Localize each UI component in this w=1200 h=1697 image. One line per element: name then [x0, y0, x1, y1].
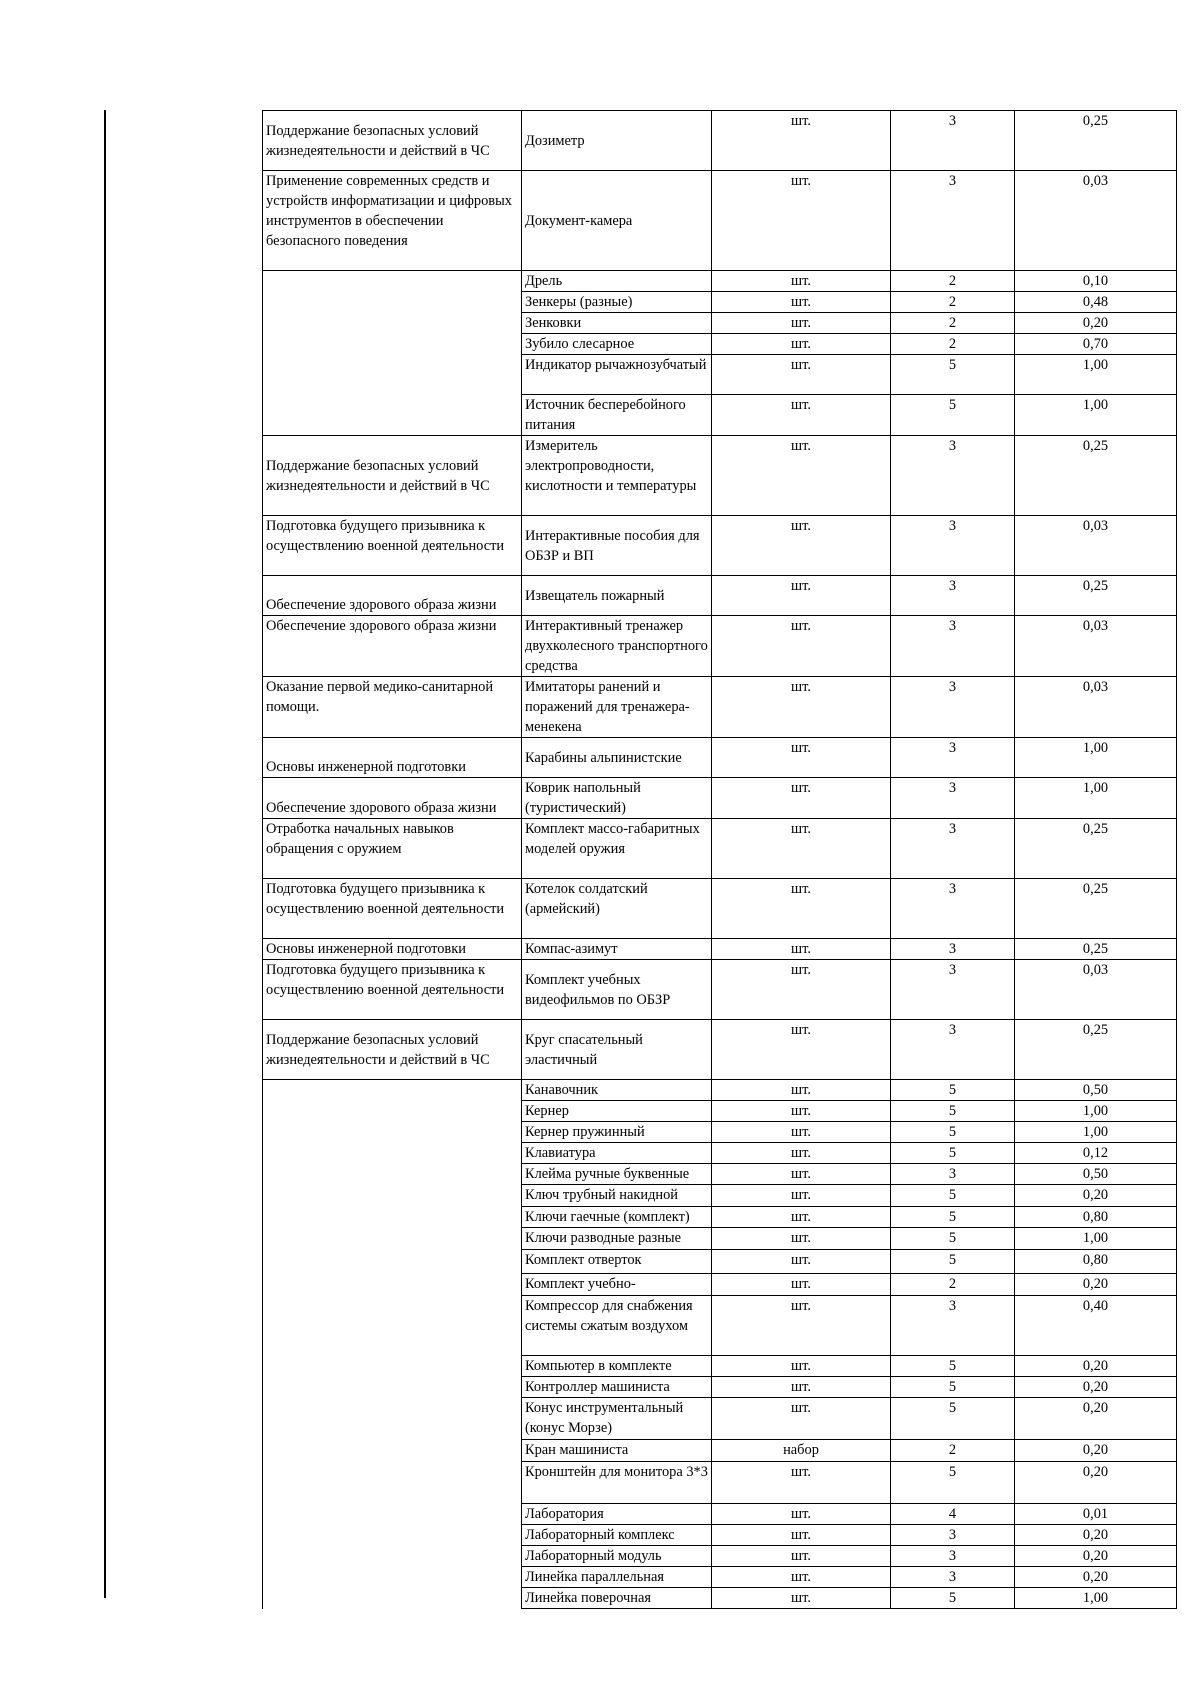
unit-cell: шт. [712, 1250, 891, 1274]
quantity-cell: 5 [891, 1228, 1015, 1250]
item-name-cell: Лабораторный модуль [522, 1546, 712, 1567]
area-cell [263, 1398, 522, 1440]
unit-cell: шт. [712, 1143, 891, 1164]
unit-cell: шт. [712, 1122, 891, 1143]
area-cell: Основы инженерной подготовки [263, 738, 522, 778]
ratio-cell: 0,70 [1015, 334, 1177, 355]
ratio-cell: 1,00 [1015, 1122, 1177, 1143]
area-cell [263, 1164, 522, 1185]
equipment-table-body [263, 111, 1177, 1609]
ratio-cell: 0,80 [1015, 1250, 1177, 1274]
item-name-cell: Котелок солдатский (армейский) [522, 879, 712, 939]
unit-cell: шт. [712, 1546, 891, 1567]
unit-cell: шт. [712, 616, 891, 677]
unit-cell: шт. [712, 334, 891, 355]
item-name-cell: Комплект массо-габаритных моделей оружия [522, 819, 712, 879]
ratio-cell: 0,03 [1015, 960, 1177, 1020]
ratio-cell: 0,20 [1015, 1398, 1177, 1440]
area-cell [263, 1101, 522, 1122]
item-name-cell: Измеритель электропроводности, кислотности и температуры [522, 436, 712, 516]
item-name-cell: Интерактивные пособия для ОБЗР и ВП [522, 516, 712, 576]
unit-cell: шт. [712, 516, 891, 576]
unit-cell: шт. [712, 677, 891, 738]
unit-cell: шт. [712, 1185, 891, 1207]
table-row [263, 1356, 1177, 1377]
area-cell [263, 292, 522, 313]
quantity-cell: 5 [891, 355, 1015, 395]
unit-cell: шт. [712, 292, 891, 313]
item-name-cell: Комплект учебно- [522, 1274, 712, 1296]
ratio-cell: 0,25 [1015, 576, 1177, 616]
table-row [263, 171, 1177, 271]
quantity-cell: 3 [891, 778, 1015, 819]
unit-cell: шт. [712, 436, 891, 516]
ratio-cell: 0,20 [1015, 1185, 1177, 1207]
item-name-cell: Источник бесперебойного питания [522, 395, 712, 436]
area-cell [263, 1228, 522, 1250]
item-name-cell: Лаборатория [522, 1504, 712, 1525]
area-cell: Основы инженерной подготовки [263, 939, 522, 960]
table-row [263, 616, 1177, 677]
item-name-cell: Карабины альпинистские [522, 738, 712, 778]
area-cell [263, 1274, 522, 1296]
unit-cell: шт. [712, 355, 891, 395]
unit-cell: шт. [712, 313, 891, 334]
item-name-cell: Коврик напольный (туристический) [522, 778, 712, 819]
quantity-cell: 3 [891, 1546, 1015, 1567]
unit-cell: шт. [712, 1164, 891, 1185]
quantity-cell: 5 [891, 1207, 1015, 1228]
ratio-cell: 0,20 [1015, 1274, 1177, 1296]
quantity-cell: 2 [891, 271, 1015, 292]
unit-cell: шт. [712, 395, 891, 436]
table-row [263, 1504, 1177, 1525]
quantity-cell: 4 [891, 1504, 1015, 1525]
ratio-cell: 0,25 [1015, 939, 1177, 960]
quantity-cell: 5 [891, 1101, 1015, 1122]
table-row [263, 819, 1177, 879]
table-row [263, 271, 1177, 292]
unit-cell: шт. [712, 1525, 891, 1546]
area-cell [263, 1525, 522, 1546]
table-row [263, 1228, 1177, 1250]
area-cell: Обеспечение здорового образа жизни [263, 576, 522, 616]
ratio-cell: 0,25 [1015, 879, 1177, 939]
item-name-cell: Линейка поверочная [522, 1588, 712, 1609]
item-name-cell: Зенкеры (разные) [522, 292, 712, 313]
item-name-cell: Канавочник [522, 1080, 712, 1101]
item-name-cell: Ключ трубный накидной [522, 1185, 712, 1207]
table-row [263, 1080, 1177, 1101]
table-row [263, 1143, 1177, 1164]
area-cell [263, 355, 522, 395]
quantity-cell: 5 [891, 1143, 1015, 1164]
unit-cell: шт. [712, 778, 891, 819]
quantity-cell: 5 [891, 1185, 1015, 1207]
quantity-cell: 2 [891, 334, 1015, 355]
item-name-cell: Извещатель пожарный [522, 576, 712, 616]
item-name-cell: Клейма ручные буквенные [522, 1164, 712, 1185]
unit-cell: шт. [712, 1101, 891, 1122]
ratio-cell: 0,03 [1015, 171, 1177, 271]
unit-cell: шт. [712, 1356, 891, 1377]
quantity-cell: 3 [891, 939, 1015, 960]
table-row [263, 334, 1177, 355]
area-cell [263, 1567, 522, 1588]
item-name-cell: Круг спасательный эластичный [522, 1020, 712, 1080]
ratio-cell: 0,25 [1015, 819, 1177, 879]
unit-cell: шт. [712, 111, 891, 171]
unit-cell: шт. [712, 1274, 891, 1296]
item-name-cell: Компьютер в комплекте [522, 1356, 712, 1377]
item-name-cell: Контроллер машиниста [522, 1377, 712, 1398]
unit-cell: шт. [712, 738, 891, 778]
area-cell [263, 1356, 522, 1377]
quantity-cell: 5 [891, 1398, 1015, 1440]
quantity-cell: 5 [891, 1122, 1015, 1143]
ratio-cell: 0,20 [1015, 313, 1177, 334]
quantity-cell: 2 [891, 1274, 1015, 1296]
area-cell: Поддержание безопасных условий жизнедеятельности и действий в ЧС [263, 111, 522, 171]
unit-cell: шт. [712, 1567, 891, 1588]
area-cell [263, 1080, 522, 1101]
ratio-cell: 0,20 [1015, 1567, 1177, 1588]
item-name-cell: Клавиатура [522, 1143, 712, 1164]
area-cell [263, 1122, 522, 1143]
unit-cell: шт. [712, 1228, 891, 1250]
ratio-cell: 0,25 [1015, 111, 1177, 171]
table-row [263, 395, 1177, 436]
item-name-cell: Зенковки [522, 313, 712, 334]
ratio-cell: 0,20 [1015, 1377, 1177, 1398]
area-cell [263, 1185, 522, 1207]
area-cell: Обеспечение здорового образа жизни [263, 616, 522, 677]
table-row [263, 1567, 1177, 1588]
table-row [263, 313, 1177, 334]
unit-cell: набор [712, 1440, 891, 1462]
table-row [263, 1101, 1177, 1122]
item-name-cell: Кронштейн для монитора 3*3 [522, 1462, 712, 1504]
ratio-cell: 0,20 [1015, 1546, 1177, 1567]
item-name-cell: Ключи разводные разные [522, 1228, 712, 1250]
area-cell: Поддержание безопасных условий жизнедеятельности и действий в ЧС [263, 436, 522, 516]
table-row [263, 1185, 1177, 1207]
quantity-cell: 5 [891, 1588, 1015, 1609]
item-name-cell: Лабораторный комплекс [522, 1525, 712, 1546]
item-name-cell: Комплект отверток [522, 1250, 712, 1274]
equipment-table [262, 110, 1177, 1609]
area-cell [263, 1440, 522, 1462]
quantity-cell: 3 [891, 1525, 1015, 1546]
unit-cell: шт. [712, 939, 891, 960]
item-name-cell: Ключи гаечные (комплект) [522, 1207, 712, 1228]
table-row [263, 1588, 1177, 1609]
table-row [263, 1020, 1177, 1080]
item-name-cell: Конус инструментальный (конус Морзе) [522, 1398, 712, 1440]
area-cell: Применение современных средств и устройств информатизации и цифровых инструментов в обеспечении безопасного поведения [263, 171, 522, 271]
quantity-cell: 3 [891, 111, 1015, 171]
ratio-cell: 0,03 [1015, 616, 1177, 677]
area-cell [263, 1546, 522, 1567]
ratio-cell: 0,20 [1015, 1462, 1177, 1504]
quantity-cell: 2 [891, 313, 1015, 334]
unit-cell: шт. [712, 1296, 891, 1356]
table-row [263, 1274, 1177, 1296]
item-name-cell: Дозиметр [522, 111, 712, 171]
unit-cell: шт. [712, 960, 891, 1020]
item-name-cell: Интерактивный тренажер двухколесного транспортного средства [522, 616, 712, 677]
area-cell: Оказание первой медико-санитарной помощи. [263, 677, 522, 738]
ratio-cell: 1,00 [1015, 395, 1177, 436]
ratio-cell: 0,03 [1015, 677, 1177, 738]
table-row [263, 677, 1177, 738]
item-name-cell: Комплект учебных видеофильмов по ОБЗР [522, 960, 712, 1020]
item-name-cell: Кран машиниста [522, 1440, 712, 1462]
quantity-cell: 2 [891, 292, 1015, 313]
unit-cell: шт. [712, 1377, 891, 1398]
area-cell: Подготовка будущего призывника к осуществлению военной деятельности [263, 879, 522, 939]
area-cell: Обеспечение здорового образа жизни [263, 778, 522, 819]
ratio-cell: 1,00 [1015, 355, 1177, 395]
ratio-cell: 1,00 [1015, 1101, 1177, 1122]
unit-cell: шт. [712, 1504, 891, 1525]
area-cell [263, 395, 522, 436]
unit-cell: шт. [712, 1020, 891, 1080]
item-name-cell: Линейка параллельная [522, 1567, 712, 1588]
area-cell: Отработка начальных навыков обращения с оружием [263, 819, 522, 879]
quantity-cell: 3 [891, 436, 1015, 516]
ratio-cell: 0,20 [1015, 1525, 1177, 1546]
quantity-cell: 3 [891, 960, 1015, 1020]
margin-rule [104, 110, 106, 1598]
item-name-cell: Индикатор рычажнозубчатый [522, 355, 712, 395]
area-cell [263, 1143, 522, 1164]
area-cell [263, 1504, 522, 1525]
table-row [263, 1207, 1177, 1228]
area-cell: Подготовка будущего призывника к осуществлению военной деятельности [263, 516, 522, 576]
table-row [263, 1164, 1177, 1185]
ratio-cell: 0,80 [1015, 1207, 1177, 1228]
ratio-cell: 0,50 [1015, 1164, 1177, 1185]
table-row [263, 738, 1177, 778]
quantity-cell: 3 [891, 576, 1015, 616]
table-row [263, 576, 1177, 616]
quantity-cell: 5 [891, 1356, 1015, 1377]
unit-cell: шт. [712, 1462, 891, 1504]
unit-cell: шт. [712, 1080, 891, 1101]
quantity-cell: 3 [891, 819, 1015, 879]
table-row [263, 111, 1177, 171]
area-cell [263, 1377, 522, 1398]
table-row [263, 355, 1177, 395]
item-name-cell: Имитаторы ранений и поражений для тренажера-менекена [522, 677, 712, 738]
unit-cell: шт. [712, 271, 891, 292]
area-cell [263, 1462, 522, 1504]
table-row [263, 1398, 1177, 1440]
ratio-cell: 1,00 [1015, 778, 1177, 819]
unit-cell: шт. [712, 576, 891, 616]
table-row [263, 1462, 1177, 1504]
table-row [263, 879, 1177, 939]
table-row [263, 1377, 1177, 1398]
quantity-cell: 3 [891, 171, 1015, 271]
ratio-cell: 1,00 [1015, 738, 1177, 778]
quantity-cell: 3 [891, 677, 1015, 738]
unit-cell: шт. [712, 819, 891, 879]
unit-cell: шт. [712, 1398, 891, 1440]
item-name-cell: Документ-камера [522, 171, 712, 271]
quantity-cell: 3 [891, 1567, 1015, 1588]
item-name-cell: Кернер пружинный [522, 1122, 712, 1143]
ratio-cell: 1,00 [1015, 1228, 1177, 1250]
area-cell [263, 1588, 522, 1609]
ratio-cell: 0,01 [1015, 1504, 1177, 1525]
ratio-cell: 1,00 [1015, 1588, 1177, 1609]
ratio-cell: 0,25 [1015, 436, 1177, 516]
table-row [263, 778, 1177, 819]
table-row [263, 436, 1177, 516]
table-row [263, 292, 1177, 313]
area-cell: Поддержание безопасных условий жизнедеятельности и действий в ЧС [263, 1020, 522, 1080]
item-name-cell: Компас-азимут [522, 939, 712, 960]
ratio-cell: 0,50 [1015, 1080, 1177, 1101]
unit-cell: шт. [712, 1207, 891, 1228]
table-row [263, 516, 1177, 576]
item-name-cell: Компрессор для снабжения системы сжатым воздухом [522, 1296, 712, 1356]
table-row [263, 1525, 1177, 1546]
ratio-cell: 0,10 [1015, 271, 1177, 292]
quantity-cell: 3 [891, 616, 1015, 677]
quantity-cell: 5 [891, 1462, 1015, 1504]
quantity-cell: 2 [891, 1440, 1015, 1462]
ratio-cell: 0,25 [1015, 1020, 1177, 1080]
area-cell [263, 1296, 522, 1356]
unit-cell: шт. [712, 171, 891, 271]
table-row [263, 1440, 1177, 1462]
area-cell [263, 1207, 522, 1228]
quantity-cell: 5 [891, 1080, 1015, 1101]
quantity-cell: 3 [891, 738, 1015, 778]
quantity-cell: 5 [891, 1377, 1015, 1398]
area-cell [263, 271, 522, 292]
quantity-cell: 3 [891, 1164, 1015, 1185]
quantity-cell: 3 [891, 879, 1015, 939]
quantity-cell: 5 [891, 1250, 1015, 1274]
area-cell: Подготовка будущего призывника к осуществлению военной деятельности [263, 960, 522, 1020]
quantity-cell: 5 [891, 395, 1015, 436]
ratio-cell: 0,03 [1015, 516, 1177, 576]
area-cell [263, 334, 522, 355]
table-row [263, 1122, 1177, 1143]
table-row [263, 960, 1177, 1020]
table-row [263, 1250, 1177, 1274]
quantity-cell: 3 [891, 1296, 1015, 1356]
table-row [263, 1546, 1177, 1567]
unit-cell: шт. [712, 879, 891, 939]
table-row [263, 939, 1177, 960]
unit-cell: шт. [712, 1588, 891, 1609]
table-row [263, 1296, 1177, 1356]
ratio-cell: 0,20 [1015, 1440, 1177, 1462]
area-cell [263, 313, 522, 334]
area-cell [263, 1250, 522, 1274]
quantity-cell: 3 [891, 1020, 1015, 1080]
item-name-cell: Зубило слесарное [522, 334, 712, 355]
quantity-cell: 3 [891, 516, 1015, 576]
ratio-cell: 0,40 [1015, 1296, 1177, 1356]
item-name-cell: Дрель [522, 271, 712, 292]
ratio-cell: 0,12 [1015, 1143, 1177, 1164]
ratio-cell: 0,48 [1015, 292, 1177, 313]
item-name-cell: Кернер [522, 1101, 712, 1122]
ratio-cell: 0,20 [1015, 1356, 1177, 1377]
